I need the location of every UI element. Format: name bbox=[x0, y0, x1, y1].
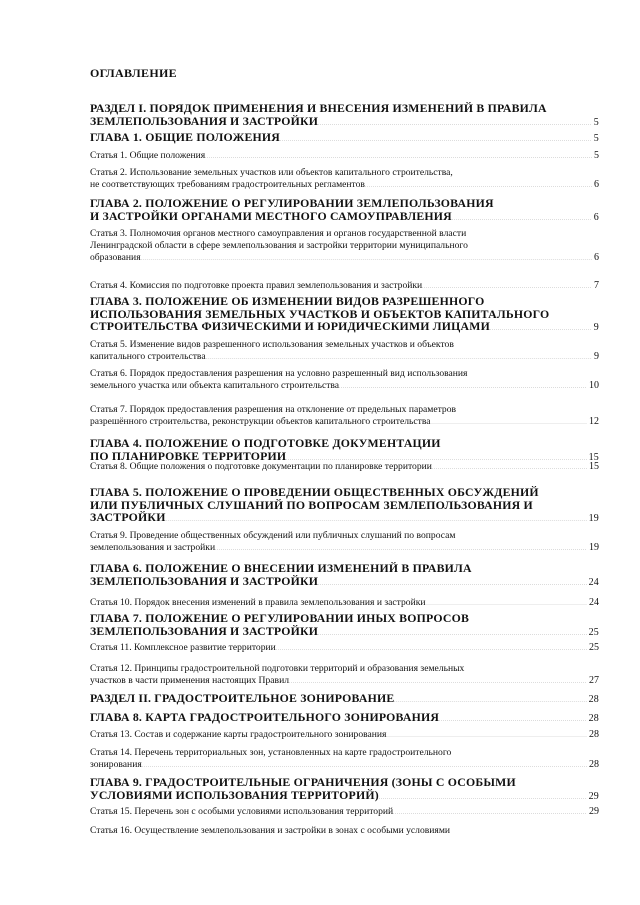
toc-article[interactable] bbox=[90, 530, 599, 555]
toc-line-text: капитального строительства bbox=[90, 351, 206, 362]
toc-line-text: зонирования bbox=[90, 759, 142, 770]
dot-leader bbox=[318, 575, 586, 591]
toc-line bbox=[90, 642, 599, 655]
page-number: 29 bbox=[589, 806, 599, 817]
toc-article[interactable] bbox=[90, 280, 599, 293]
page-number: 6 bbox=[593, 211, 599, 223]
toc-line-text: УСЛОВИЯМИ ИСПОЛЬЗОВАНИЯ ТЕРРИТОРИЙ) bbox=[90, 787, 379, 802]
toc-line bbox=[90, 131, 599, 147]
toc-line-text: Статья 8. Общие положения о подготовке документации по планировке территории bbox=[90, 461, 432, 472]
toc-article[interactable] bbox=[90, 597, 599, 610]
page-number: 12 bbox=[589, 416, 599, 427]
toc-line bbox=[90, 416, 599, 429]
toc-article[interactable] bbox=[90, 729, 599, 742]
toc-line bbox=[90, 597, 599, 610]
toc-article[interactable] bbox=[90, 150, 599, 163]
toc-line-text: ЗЕМЛЕПОЛЬЗОВАНИЯ И ЗАСТРОЙКИ bbox=[90, 623, 319, 638]
toc-line bbox=[90, 675, 599, 688]
dot-leader bbox=[276, 642, 587, 655]
toc-line-text: Статья 1. Общие положения bbox=[90, 150, 206, 161]
page-number: 9 bbox=[593, 322, 599, 333]
toc-line bbox=[90, 692, 599, 708]
toc-article[interactable] bbox=[90, 368, 599, 393]
toc-line bbox=[90, 252, 599, 265]
toc-line bbox=[90, 759, 599, 772]
toc-article[interactable] bbox=[90, 806, 599, 819]
toc-line bbox=[90, 575, 599, 591]
page-number: 28 bbox=[589, 729, 599, 740]
dot-leader bbox=[393, 806, 587, 819]
toc-heading[interactable] bbox=[90, 612, 599, 640]
dot-leader bbox=[394, 692, 586, 708]
toc-line-text: ПО ПЛАНИРОВКЕ ТЕРРИТОРИИ bbox=[90, 448, 287, 463]
page-number: 15 bbox=[588, 451, 599, 463]
toc-line bbox=[90, 179, 599, 192]
dot-leader bbox=[439, 711, 587, 727]
toc-line-text: земельного участка или объекта капитального строительства bbox=[90, 380, 340, 391]
toc-line bbox=[90, 280, 599, 293]
toc-line: Статья 2. Использование земельных участков или объектов капитального строительства, bbox=[90, 167, 453, 178]
toc-line: ГЛАВА 2. ПОЛОЖЕНИЕ О РЕГУЛИРОВАНИИ ЗЕМЛЕПОЛЬЗОВАНИЯ bbox=[90, 196, 494, 210]
dot-leader bbox=[215, 542, 587, 555]
dot-leader bbox=[318, 115, 592, 131]
toc-heading[interactable] bbox=[90, 776, 599, 804]
toc-line: ГЛАВА 5. ПОЛОЖЕНИЕ О ПРОВЕДЕНИИ ОБЩЕСТВЕННЫХ ОБСУЖДЕНИЙ bbox=[90, 485, 539, 499]
toc-heading[interactable] bbox=[90, 711, 599, 727]
toc-heading[interactable] bbox=[90, 102, 599, 130]
toc-article[interactable] bbox=[90, 404, 599, 429]
dot-leader bbox=[205, 150, 592, 163]
toc-line-text: Статья 13. Состав и содержание карты градостроительного зонирования bbox=[90, 729, 387, 740]
page-number: 5 bbox=[594, 150, 599, 161]
toc-article[interactable] bbox=[90, 825, 599, 837]
toc-line-text: Статья 4. Комиссия по подготовке проекта правил землепользования и застройки bbox=[90, 280, 423, 291]
page-number: 5 bbox=[593, 116, 599, 128]
toc-line bbox=[90, 542, 599, 555]
toc-article[interactable] bbox=[90, 167, 599, 192]
dot-leader bbox=[386, 729, 587, 742]
page-number: 7 bbox=[594, 280, 599, 291]
page-number: 6 bbox=[594, 252, 599, 263]
dot-leader bbox=[166, 511, 587, 527]
page-number: 24 bbox=[588, 576, 599, 588]
dot-leader bbox=[318, 625, 586, 641]
toc-line bbox=[90, 806, 599, 819]
toc-heading[interactable] bbox=[90, 692, 599, 708]
toc-line-text: СТРОИТЕЛЬСТВА ФИЗИЧЕСКИМИ И ЮРИДИЧЕСКИМИ ЛИЦАМИ bbox=[90, 319, 490, 333]
page-number: 28 bbox=[589, 759, 599, 770]
toc-article[interactable] bbox=[90, 747, 599, 772]
toc-line: ГЛАВА 6. ПОЛОЖЕНИЕ О ВНЕСЕНИИ ИЗМЕНЕНИЙ В ПРАВИЛА bbox=[90, 561, 472, 575]
page-number: 25 bbox=[589, 642, 599, 653]
toc-heading[interactable] bbox=[90, 562, 599, 590]
toc-line: Статья 7. Порядок предоставления разрешения на отклонение от предельных параметров bbox=[90, 404, 457, 415]
toc-line-text: землепользования и застройки bbox=[90, 542, 216, 553]
toc-line-text: участков в части применения настоящих Правил bbox=[90, 675, 289, 686]
toc-line: Статья 6. Порядок предоставления разрешения на условно разрешенный вид использования bbox=[90, 368, 468, 379]
dot-leader bbox=[431, 416, 587, 429]
page-number: 19 bbox=[588, 513, 599, 524]
page-number: 29 bbox=[588, 790, 599, 802]
toc-line-text: разрешённого строительства, реконструкции объектов капитального строительства bbox=[90, 416, 431, 427]
page-number: 28 bbox=[588, 694, 599, 705]
dot-leader bbox=[432, 461, 587, 474]
toc-article[interactable] bbox=[90, 642, 599, 655]
dot-leader bbox=[206, 351, 592, 364]
toc-line: Статья 14. Перечень территориальных зон, установленных на карте градостроительного bbox=[90, 747, 452, 758]
toc-line-text: образования bbox=[90, 252, 141, 263]
toc-line: ГЛАВА 9. ГРАДОСТРОИТЕЛЬНЫЕ ОГРАНИЧЕНИЯ (ЗОНЫ С ОСОБЫМИ bbox=[90, 775, 516, 789]
toc-line-text: Статья 15. Перечень зон с особыми условиями использования территорий bbox=[90, 806, 394, 817]
dot-leader bbox=[365, 179, 592, 192]
toc-line-text: ГЛАВА 8. КАРТА ГРАДОСТРОИТЕЛЬНОГО ЗОНИРОВАНИЯ bbox=[90, 710, 440, 724]
page-number: 6 bbox=[594, 179, 599, 190]
toc-line-text: Статья 11. Комплексное развитие территории bbox=[90, 642, 276, 653]
toc-line bbox=[90, 789, 599, 805]
toc-line bbox=[90, 320, 599, 336]
toc-line bbox=[90, 711, 599, 727]
toc-line: Статья 9. Проведение общественных обсуждений или публичных слушаний по вопросам bbox=[90, 530, 456, 541]
toc-line bbox=[90, 115, 599, 131]
dot-leader bbox=[490, 320, 592, 336]
toc-line-text: не соответствующих требованиям градостроительных регламентов bbox=[90, 179, 365, 190]
dot-leader bbox=[289, 675, 587, 688]
page-number: 10 bbox=[589, 380, 599, 391]
toc-line bbox=[90, 461, 599, 474]
toc-article[interactable] bbox=[90, 339, 599, 364]
toc-line-text: РАЗДЕЛ II. ГРАДОСТРОИТЕЛЬНОЕ ЗОНИРОВАНИЕ bbox=[90, 691, 395, 705]
dot-leader bbox=[426, 597, 587, 610]
page-number: 24 bbox=[589, 597, 599, 608]
toc-heading[interactable] bbox=[90, 197, 599, 225]
dot-leader bbox=[339, 380, 587, 393]
dot-leader bbox=[379, 789, 587, 805]
toc-line-text: Статья 10. Порядок внесения изменений в правила землепользования и застройки bbox=[90, 597, 426, 608]
toc-line: ИЛИ ПУБЛИЧНЫХ СЛУШАНИЙ ПО ВОПРОСАМ ЗЕМЛЕПОЛЬЗОВАНИЯ И bbox=[90, 497, 533, 512]
toc-line: ГЛАВА 3. ПОЛОЖЕНИЕ ОБ ИЗМЕНЕНИИ ВИДОВ РАЗРЕШЕННОГО bbox=[90, 294, 485, 308]
page-number: 15 bbox=[589, 461, 599, 472]
toc-line: РАЗДЕЛ I. ПОРЯДОК ПРИМЕНЕНИЯ И ВНЕСЕНИЯ ИЗМЕНЕНИЙ В ПРАВИЛА bbox=[90, 101, 547, 115]
toc-line: Статья 12. Принципы градостроительной подготовки территорий и образования земельных bbox=[90, 663, 465, 674]
toc-article[interactable] bbox=[90, 663, 599, 688]
toc-line bbox=[90, 351, 599, 364]
toc-line-text: ЗЕМЛЕПОЛЬЗОВАНИЯ И ЗАСТРОЙКИ bbox=[90, 573, 319, 588]
page-number: 28 bbox=[588, 713, 599, 724]
toc-heading[interactable] bbox=[90, 486, 599, 527]
dot-leader bbox=[452, 210, 592, 226]
dot-leader bbox=[422, 280, 592, 293]
toc-line-text: ЗЕМЛЕПОЛЬЗОВАНИЯ И ЗАСТРОЙКИ bbox=[90, 113, 319, 128]
page-number: 19 bbox=[589, 542, 599, 553]
toc-line bbox=[90, 625, 599, 641]
toc-line-text: ЗАСТРОЙКИ bbox=[90, 510, 166, 524]
page-number: 27 bbox=[589, 675, 599, 686]
toc-line: Статья 5. Изменение видов разрешенного использования земельных участков и объектов bbox=[90, 339, 454, 350]
toc-line: ИСПОЛЬЗОВАНИЯ ЗЕМЕЛЬНЫХ УЧАСТКОВ И ОБЪЕКТОВ КАПИТАЛЬНОГО bbox=[90, 306, 550, 321]
page-number: 5 bbox=[593, 133, 599, 144]
toc-line bbox=[90, 210, 599, 226]
toc-heading[interactable] bbox=[90, 131, 599, 147]
toc-heading[interactable] bbox=[90, 295, 599, 336]
toc-article[interactable] bbox=[90, 461, 599, 474]
toc-line bbox=[90, 150, 599, 163]
dot-leader bbox=[141, 252, 592, 265]
toc-title: ОГЛАВЛЕНИЕ bbox=[90, 66, 177, 80]
toc-line bbox=[90, 380, 599, 393]
toc-line bbox=[90, 729, 599, 742]
toc-line: ГЛАВА 7. ПОЛОЖЕНИЕ О РЕГУЛИРОВАНИИ ИНЫХ ВОПРОСОВ bbox=[90, 611, 470, 625]
toc-line-text: И ЗАСТРОЙКИ ОРГАНАМИ МЕСТНОГО САМОУПРАВЛЕНИЯ bbox=[90, 208, 452, 223]
dot-leader bbox=[142, 759, 587, 772]
dot-leader bbox=[280, 131, 592, 147]
toc-line-text: ГЛАВА 1. ОБЩИЕ ПОЛОЖЕНИЯ bbox=[90, 130, 280, 144]
toc-line: Ленинградской области в сфере землепользования и застройки территории муниципального bbox=[90, 240, 468, 251]
page-number: 25 bbox=[588, 626, 599, 638]
toc-line: Статья 3. Полномочия органов местного самоуправления и органов государственной власти bbox=[90, 228, 467, 239]
toc-line: ГЛАВА 4. ПОЛОЖЕНИЕ О ПОДГОТОВКЕ ДОКУМЕНТАЦИИ bbox=[90, 436, 441, 450]
toc-line bbox=[90, 511, 599, 527]
toc-article[interactable] bbox=[90, 228, 599, 265]
page-number: 9 bbox=[594, 351, 599, 362]
toc-line: Статья 16. Осуществление землепользования и застройки в зонах с особыми условиями bbox=[90, 825, 451, 836]
